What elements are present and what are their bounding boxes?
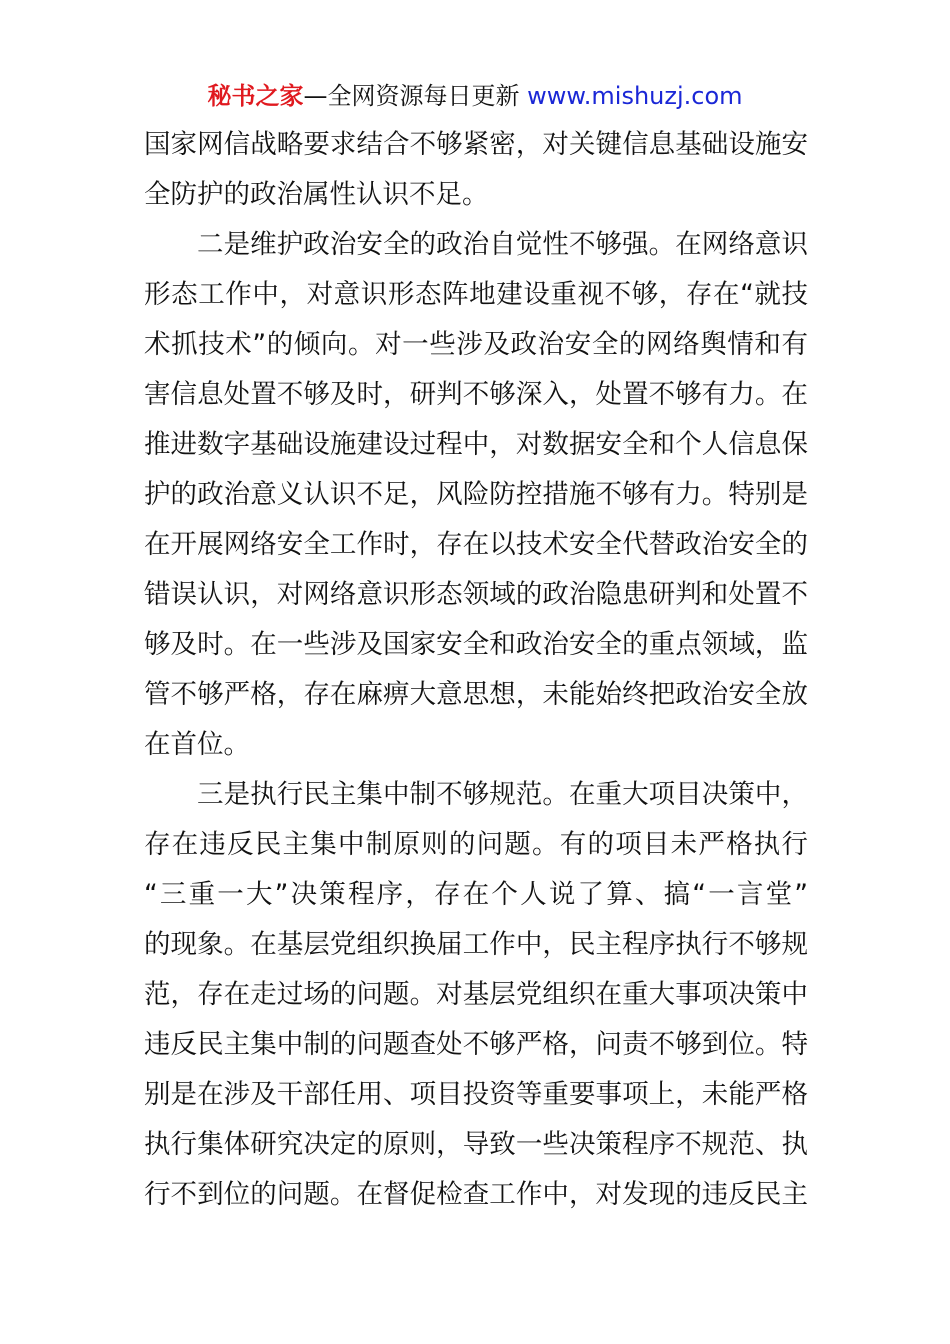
text-line: 护的政治意义认识不足，风险防控措施不够有力。特别是 — [144, 479, 808, 510]
text-line: 害信息处置不够及时，研判不够深入，处置不够有力。在 — [144, 379, 808, 410]
text-line: 管不够严格，存在麻痹大意思想，未能始终把政治安全放 — [144, 679, 808, 710]
site-header — [0, 78, 950, 114]
site-brand: 秘书之家 — [207, 82, 304, 110]
text-line: 存在违反民主集中制原则的问题。有的项目未严格执行 — [144, 829, 808, 860]
text-line: 在首位。 — [144, 729, 250, 760]
text-line: 二是维护政治安全的政治自觉性不够强。在网络意识 — [197, 229, 808, 260]
text-line: 范，存在走过场的问题。对基层党组织在重大事项决策中 — [144, 979, 808, 1010]
site-tagline: —全网资源每日更新 — [303, 82, 520, 110]
paragraph-3 — [144, 770, 808, 1220]
text-line: 错误认识，对网络意识形态领域的政治隐患研判和处置不 — [144, 579, 808, 610]
paragraph-2 — [144, 220, 808, 770]
text-line: 够及时。在一些涉及国家安全和政治安全的重点领域，监 — [144, 629, 808, 660]
site-url-link[interactable]: www.mishuzj.com — [527, 82, 743, 110]
text-line: 在开展网络安全工作时，存在以技术安全代替政治安全的 — [144, 529, 808, 560]
text-line: 的现象。在基层党组织换届工作中，民主程序执行不够规 — [144, 929, 808, 960]
text-line: 违反民主集中制的问题查处不够严格，问责不够到位。特 — [144, 1029, 808, 1060]
text-line: “三重一大”决策程序，存在个人说了算、搞“一言堂” — [144, 879, 808, 910]
text-line: 执行集体研究决定的原则，导致一些决策程序不规范、执 — [144, 1129, 808, 1160]
text-line: 推进数字基础设施建设过程中，对数据安全和个人信息保 — [144, 429, 808, 460]
text-line: 三是执行民主集中制不够规范。在重大项目决策中， — [197, 779, 808, 810]
text-line: 国家网信战略要求结合不够紧密，对关键信息基础设施安 — [144, 129, 808, 160]
text-line: 全防护的政治属性认识不足。 — [144, 179, 489, 210]
text-line: 术抓技术”的倾向。对一些涉及政治安全的网络舆情和有 — [144, 329, 808, 360]
text-line: 形态工作中，对意识形态阵地建设重视不够，存在“就技 — [144, 279, 808, 310]
text-line: 行不到位的问题。在督促检查工作中，对发现的违反民主 — [144, 1179, 808, 1210]
paragraph-1 — [144, 120, 808, 220]
document-body — [144, 120, 808, 1220]
text-line: 别是在涉及干部任用、项目投资等重要事项上，未能严格 — [144, 1079, 808, 1110]
